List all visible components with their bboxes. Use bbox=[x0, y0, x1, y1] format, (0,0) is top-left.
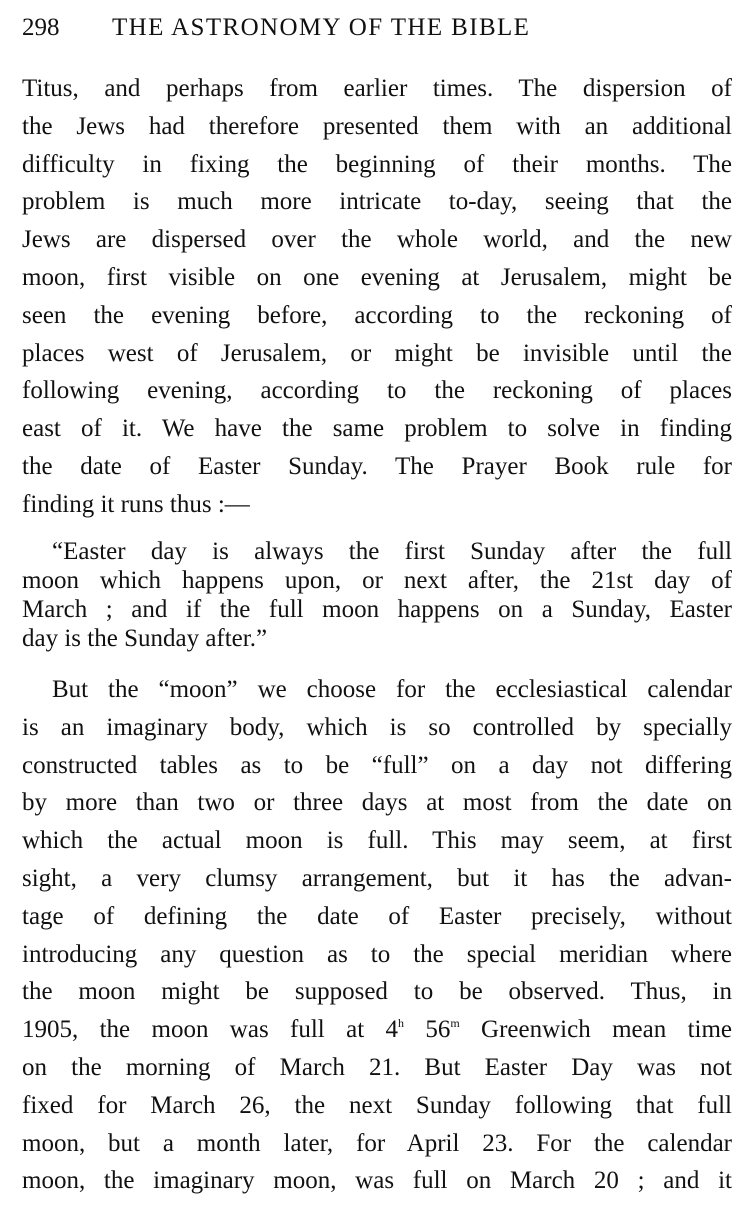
time-text: 1905, the moon was full at 4 bbox=[22, 1016, 398, 1044]
text-line: east of it. We have the same problem to solve in finding bbox=[22, 415, 732, 443]
time-text: 56 bbox=[404, 1016, 451, 1044]
text-line-time bbox=[22, 1011, 732, 1049]
text-line: is an imaginary body, which is so controlled by specially bbox=[22, 713, 732, 741]
paragraph-dispersion bbox=[22, 70, 732, 524]
text-line: the moon might be supposed to be observed. Thus, in bbox=[22, 978, 732, 1006]
text-line: moon, but a month later, for April 23. For the calendar bbox=[22, 1129, 732, 1157]
quote-line: moon which happens upon, or next after, the 21st day of bbox=[22, 567, 732, 594]
text-line: which the actual moon is full. This may seem, at first bbox=[22, 827, 732, 855]
prayer-book-quote bbox=[22, 537, 732, 653]
text-line: difficulty in fixing the beginning of their months. The bbox=[22, 150, 732, 178]
quote-line: “Easter day is always the first Sunday after the full bbox=[52, 538, 732, 565]
text-line: introducing any question as to the special meridian where bbox=[22, 940, 732, 968]
paragraph-calendar-moon bbox=[22, 671, 732, 1200]
text-line: the Jews had therefore presented them with an additional bbox=[22, 112, 732, 140]
text-line: fixed for March 26, the next Sunday following that full bbox=[22, 1091, 732, 1119]
text-line: moon, the imaginary moon, was full on March 20 ; and it bbox=[22, 1167, 732, 1195]
text-line: on the morning of March 21. But Easter Day was not bbox=[22, 1053, 732, 1081]
text-line: tage of defining the date of Easter precisely, without bbox=[22, 902, 732, 930]
time-text: Greenwich mean time bbox=[459, 1016, 732, 1044]
text-line: sight, a very clumsy arrangement, but it has the advan- bbox=[22, 864, 732, 892]
hours-superscript: h bbox=[398, 1016, 404, 1031]
book-title: THE ASTRONOMY OF THE BIBLE bbox=[112, 14, 531, 41]
quote-line: March ; and if the full moon happens on a Sunday, Easter bbox=[22, 596, 732, 623]
text-line: moon, first visible on one evening at Jerusalem, might be bbox=[22, 263, 732, 291]
text-line: Jews are dispersed over the whole world, and the new bbox=[22, 226, 732, 254]
text-line: Titus, and perhaps from earlier times. The dispersion of bbox=[22, 75, 732, 102]
text-line: constructed tables as to be “full” on a day not differing bbox=[22, 751, 732, 779]
text-line: seen the evening before, according to the reckoning of bbox=[22, 301, 732, 329]
text-line: finding it runs thus :— bbox=[22, 490, 250, 518]
page-number: 298 bbox=[22, 14, 60, 41]
text-line: problem is much more intricate to-day, seeing that the bbox=[22, 188, 732, 216]
text-line: following evening, according to the reckoning of places bbox=[22, 377, 732, 405]
running-head bbox=[22, 8, 734, 48]
text-line: by more than two or three days at most from the date on bbox=[22, 789, 732, 817]
text-line: But the “moon” we choose for the ecclesiastical calendar bbox=[52, 676, 732, 703]
minutes-superscript: m bbox=[450, 1016, 460, 1031]
text-line: the date of Easter Sunday. The Prayer Book rule for bbox=[22, 452, 732, 480]
text-line: places west of Jerusalem, or might be invisible until the bbox=[22, 339, 732, 367]
quote-line: day is the Sunday after.” bbox=[22, 625, 268, 652]
